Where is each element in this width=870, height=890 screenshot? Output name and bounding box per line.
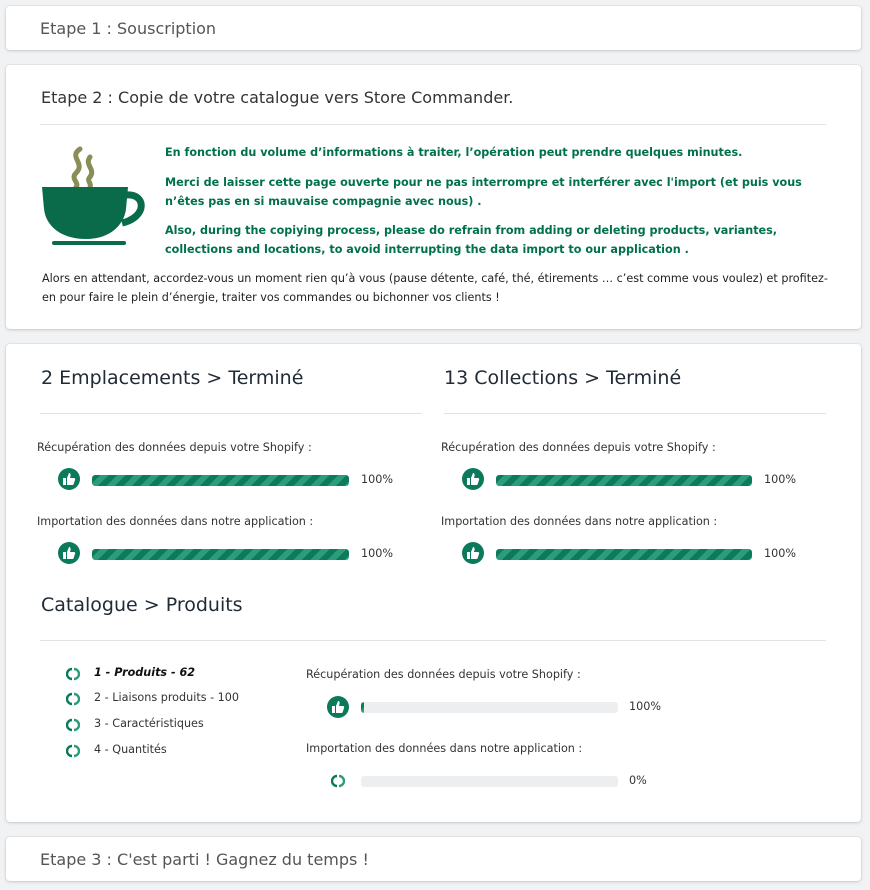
locations-divider — [40, 413, 422, 414]
progress-card — [6, 344, 861, 822]
waiting-note: Alors en attendant, accordez-vous un moment rien qu’à vous (pause détente, café, thé, étirements … c’est comme vous voulez) et profitez-en pour faire le plein d’énergie, traiter vos commandes ou bichonner vos clients ! — [42, 272, 828, 304]
notice-line-2: Merci de laisser cette page ouverte pour ne pas interrompre et interférer avec l'import (et puis vous n’êtes pas en si mauvaise compagnie avec nous) . — [165, 176, 802, 208]
catalogue-import-label: Importation des données dans notre application : — [306, 742, 583, 755]
catalogue-fetch-pct: 100% — [629, 700, 661, 713]
locations-fetch-bar — [92, 475, 349, 486]
list-item: 2 - Liaisons produits - 100 — [94, 691, 240, 704]
thumbs-up-icon — [58, 542, 80, 564]
step3-card[interactable] — [6, 837, 861, 881]
collections-import-label: Importation des données dans notre application : — [441, 515, 718, 528]
thumbs-up-icon — [462, 542, 484, 564]
catalogue-import-bar — [361, 776, 618, 787]
thumbs-up-icon — [462, 468, 484, 490]
spinner-icon — [331, 774, 345, 788]
list-item: 3 - Caractéristiques — [94, 717, 204, 730]
spinner-icon — [66, 667, 80, 681]
list-item: 4 - Quantités — [94, 743, 167, 756]
spinner-icon — [66, 718, 80, 732]
locations-import-pct: 100% — [361, 547, 393, 560]
step2-card — [6, 65, 861, 329]
catalogue-divider — [40, 640, 826, 641]
spinner-icon — [66, 744, 80, 758]
step2-title: Etape 2 : Copie de votre catalogue vers Store Commander. — [41, 88, 514, 107]
collections-fetch-pct: 100% — [764, 473, 796, 486]
collections-import-pct: 100% — [764, 547, 796, 560]
spinner-icon — [66, 692, 80, 706]
list-item: 1 - Produits - 62 — [94, 666, 196, 679]
collections-fetch-bar — [496, 475, 752, 486]
collections-fetch-label: Récupération des données depuis votre Shopify : — [441, 441, 716, 454]
catalogue-import-pct: 0% — [629, 774, 647, 787]
locations-fetch-label: Récupération des données depuis votre Shopify : — [37, 441, 312, 454]
coffee-cup-icon — [40, 145, 148, 251]
step2-divider — [40, 124, 826, 125]
locations-title: 2 Emplacements > Terminé — [41, 367, 304, 389]
catalogue-fetch-bar — [361, 702, 618, 713]
locations-fetch-pct: 100% — [361, 473, 393, 486]
locations-import-label: Importation des données dans notre application : — [37, 515, 314, 528]
collections-divider — [444, 413, 826, 414]
catalogue-fetch-label: Récupération des données depuis votre Shopify : — [306, 668, 581, 681]
step1-card[interactable] — [6, 6, 861, 50]
thumbs-up-icon — [327, 696, 349, 718]
notice-line-3: Also, during the copiying process, please do refrain from adding or deleting products, variantes, collections and locations, to avoid interrupting the data import to our application . — [165, 224, 778, 256]
step3-title: Etape 3 : C'est parti ! Gagnez du temps ! — [40, 850, 369, 869]
thumbs-up-icon — [58, 468, 80, 490]
locations-import-bar — [92, 549, 349, 560]
collections-title: 13 Collections > Terminé — [444, 367, 682, 389]
notice-line-1: En fonction du volume d’informations à traiter, l’opération peut prendre quelques minutes. — [165, 146, 743, 159]
step1-title: Etape 1 : Souscription — [40, 19, 217, 38]
collections-import-bar — [496, 549, 752, 560]
catalogue-title: Catalogue > Produits — [41, 594, 243, 616]
